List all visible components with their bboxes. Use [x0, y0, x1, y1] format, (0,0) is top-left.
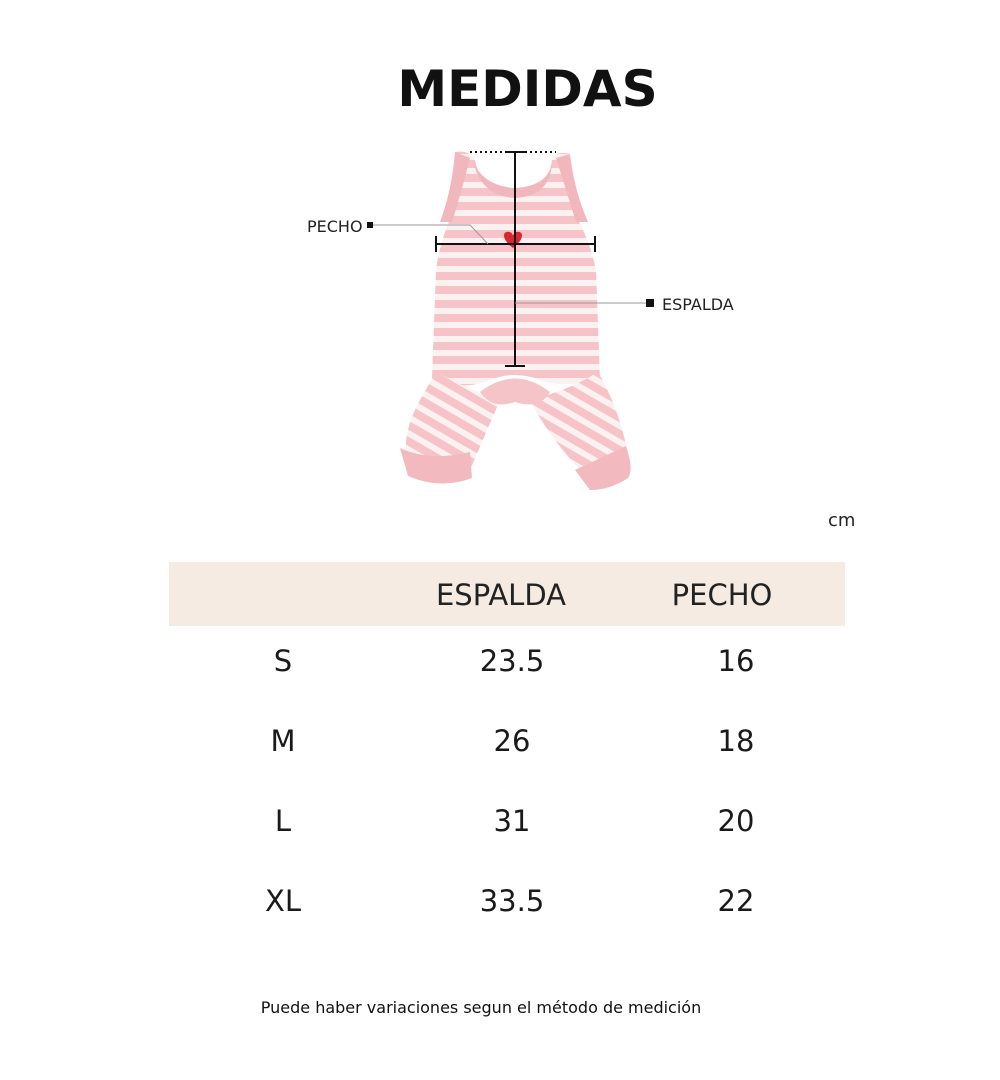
crotch-trim [480, 379, 550, 405]
table-row [169, 626, 845, 706]
table-header-back: ESPALDA [435, 578, 567, 612]
back-cell: 33.5 [479, 884, 545, 918]
size-cell: M [270, 724, 296, 758]
back-cell: 23.5 [479, 644, 545, 678]
size-cell: S [273, 644, 293, 678]
table-row [169, 866, 845, 946]
size-cell: XL [264, 884, 302, 918]
size-cell: L [274, 804, 292, 838]
garment-diagram [0, 0, 1000, 520]
table-row [169, 706, 845, 786]
chest-cell: 20 [717, 804, 755, 838]
back-label: ESPALDA [662, 295, 734, 314]
back-cell: 31 [493, 804, 531, 838]
table-header-row [169, 562, 845, 626]
chest-cell: 18 [717, 724, 755, 758]
measurement-note: Puede haber variaciones segun el método de medición [260, 998, 702, 1017]
unit-label: cm [828, 510, 856, 531]
table-row [169, 786, 845, 866]
chest-cell: 22 [717, 884, 755, 918]
chest-label: PECHO [307, 217, 363, 236]
back-callout-marker [646, 299, 654, 307]
chest-callout-marker [367, 222, 373, 228]
size-table [169, 562, 845, 946]
back-cell: 26 [493, 724, 531, 758]
page-title: MEDIDAS [397, 60, 658, 118]
table-header-chest: PECHO [671, 578, 773, 612]
chest-cell: 16 [717, 644, 755, 678]
